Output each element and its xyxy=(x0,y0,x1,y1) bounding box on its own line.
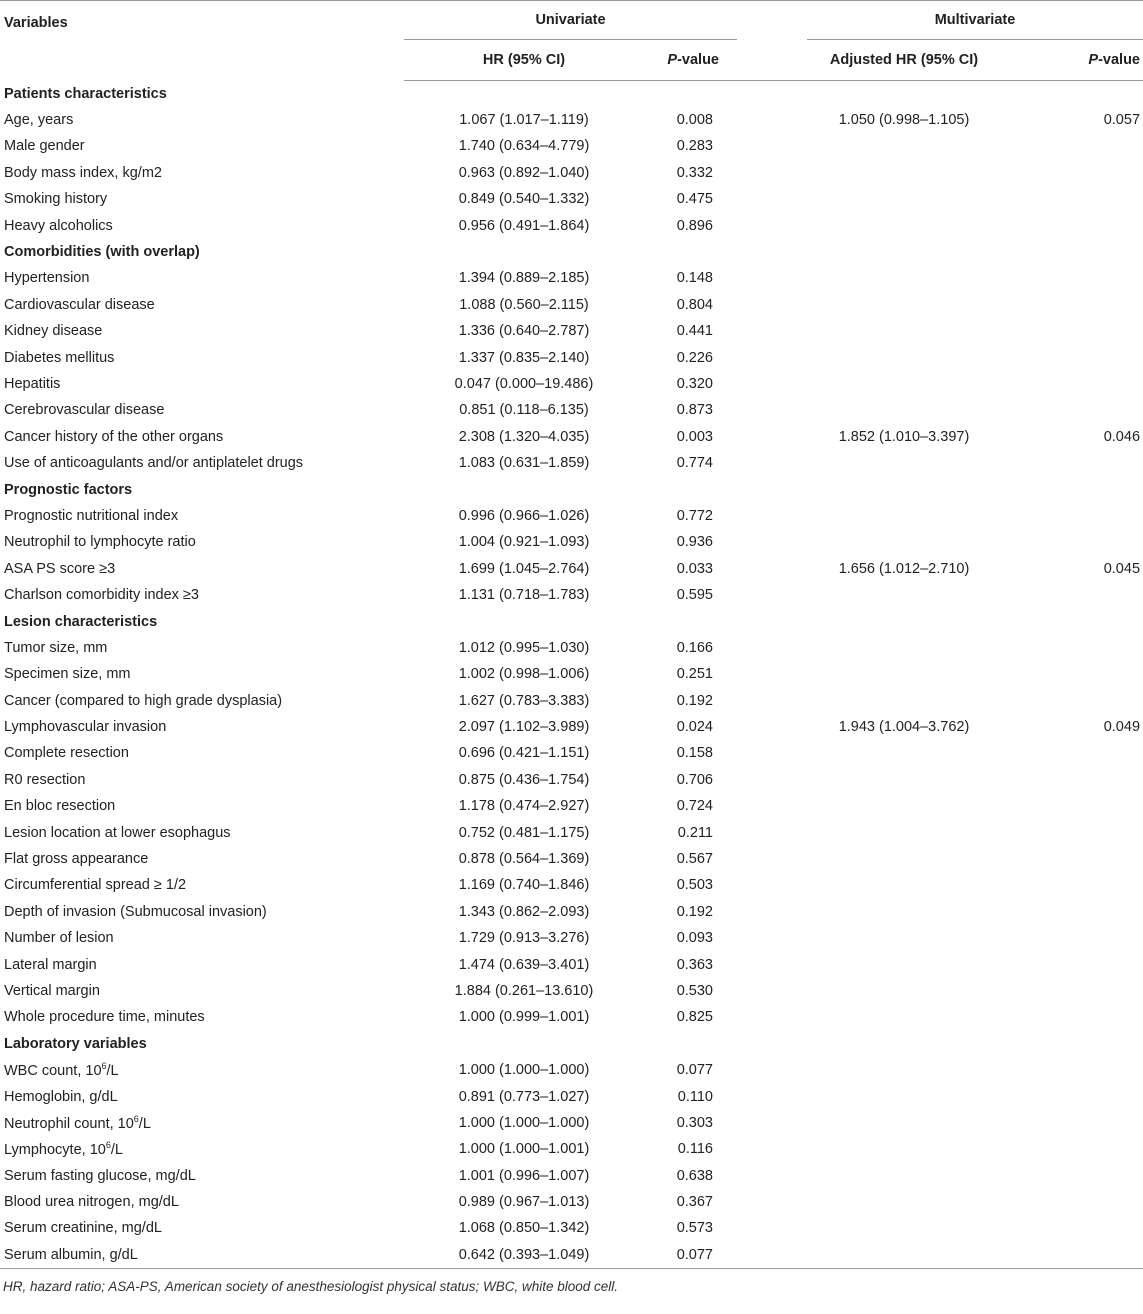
adjusted-hr-cell xyxy=(807,925,1001,951)
variable-label: Specimen size, mm xyxy=(4,666,131,683)
p-value-cell: 0.825 xyxy=(676,1009,713,1026)
adjusted-hr-cell xyxy=(807,265,1001,291)
table-row xyxy=(0,846,1143,872)
adjusted-p-value-cell xyxy=(1044,503,1143,529)
adjusted-p-value-cell xyxy=(1044,371,1143,397)
adjusted-p-value-cell xyxy=(1044,687,1143,713)
hr-cell: 1.131 (0.718–1.783) xyxy=(458,587,590,604)
variable-label: Smoking history xyxy=(4,191,108,208)
adjusted-hr-cell: 1.050 (0.998–1.105) xyxy=(838,112,970,129)
table-row xyxy=(0,714,1143,740)
p-value-cell: 0.774 xyxy=(676,455,713,472)
variable-label: Cancer history of the other organs xyxy=(4,428,224,445)
table-row xyxy=(0,503,1143,529)
header-variables: Variables xyxy=(0,1,404,81)
p-value-cell: 0.077 xyxy=(676,1062,713,1079)
adjusted-p-value-cell xyxy=(1044,661,1143,687)
hr-cell: 2.097 (1.102–3.989) xyxy=(458,719,590,736)
variable-label: Neutrophil to lymphocyte ratio xyxy=(4,534,196,551)
p-value-cell: 0.008 xyxy=(676,112,713,129)
section-heading: Laboratory variables xyxy=(4,1035,147,1052)
hr-cell: 1.088 (0.560–2.115) xyxy=(459,296,589,313)
variable-label: Complete resection xyxy=(4,745,129,762)
adjusted-hr-cell xyxy=(807,371,1001,397)
adjusted-p-value-cell xyxy=(1044,265,1143,291)
table-row xyxy=(0,793,1143,819)
adjusted-hr-cell xyxy=(807,397,1001,423)
variable-label: Serum fasting glucose, mg/dL xyxy=(4,1167,196,1184)
adjusted-p-value-cell xyxy=(1044,899,1143,925)
adjusted-p-value-cell xyxy=(1044,160,1143,186)
variable-label: Hepatitis xyxy=(4,375,61,392)
adjusted-hr-cell xyxy=(807,951,1001,977)
p-value-cell: 0.873 xyxy=(676,402,713,419)
variable-label: Use of anticoagulants and/or antiplatelet drugs xyxy=(4,455,304,472)
adjusted-p-value-cell: 0.049 xyxy=(1103,719,1141,736)
adjusted-p-value-cell xyxy=(1044,1242,1143,1268)
adjusted-hr-cell xyxy=(807,635,1001,661)
hr-cell: 0.996 (0.966–1.026) xyxy=(458,507,590,524)
variable-label: Circumferential spread ≥ 1/2 xyxy=(4,877,187,894)
adjusted-p-value-cell xyxy=(1044,318,1143,344)
table-row xyxy=(0,265,1143,291)
hr-cell: 0.963 (0.892–1.040) xyxy=(458,164,590,181)
variable-label: Hemoglobin, g/dL xyxy=(4,1088,118,1105)
adjusted-hr-cell xyxy=(807,661,1001,687)
hr-cell: 1.002 (0.998–1.006) xyxy=(458,666,590,683)
variable-label: Flat gross appearance xyxy=(4,851,149,868)
p-value-cell: 0.503 xyxy=(676,877,713,894)
variable-label: Age, years xyxy=(4,112,74,129)
variable-label: Prognostic nutritional index xyxy=(4,507,179,524)
header-p-value: P-value xyxy=(644,40,737,81)
p-value-cell: 0.211 xyxy=(677,824,713,841)
hr-cell: 1.474 (0.639–3.401) xyxy=(458,956,590,973)
variable-label: Serum albumin, g/dL xyxy=(0,1242,404,1268)
adjusted-hr-cell xyxy=(807,1083,1001,1109)
adjusted-p-value-cell xyxy=(1044,767,1143,793)
adjusted-p-value-cell xyxy=(1044,292,1143,318)
variable-label: R0 resection xyxy=(4,771,86,788)
adjusted-p-value-cell xyxy=(1044,344,1143,370)
variable-label: Serum creatinine, mg/dL xyxy=(4,1220,162,1237)
p-value-cell: 0.283 xyxy=(676,138,713,155)
p-value-cell: 0.638 xyxy=(676,1167,713,1184)
adjusted-p-value-cell xyxy=(1044,740,1143,766)
p-value-cell: 0.567 xyxy=(676,851,713,868)
adjusted-hr-cell xyxy=(807,1215,1001,1241)
adjusted-p-value-cell xyxy=(1044,819,1143,845)
adjusted-p-value-cell xyxy=(1044,1136,1143,1162)
adjusted-p-value-cell xyxy=(1044,635,1143,661)
header-adjusted-hr: Adjusted HR (95% CI) xyxy=(807,40,1001,81)
table-row xyxy=(0,1004,1143,1030)
hr-cell: 1.343 (0.862–2.093) xyxy=(458,903,590,920)
hr-cell: 2.308 (1.320–4.035) xyxy=(458,428,590,445)
table-row xyxy=(0,767,1143,793)
adjusted-hr-cell xyxy=(807,1110,1001,1136)
table-row xyxy=(0,582,1143,608)
variable-label: ASA PS score ≥3 xyxy=(4,560,116,577)
section-heading: Prognostic factors xyxy=(4,481,133,498)
hr-cell: 1.004 (0.921–1.093) xyxy=(458,534,590,551)
header-multivariate: Multivariate xyxy=(807,1,1143,41)
table-row xyxy=(0,1215,1143,1241)
table-row xyxy=(0,212,1143,238)
variable-label: Diabetes mellitus xyxy=(4,349,115,366)
adjusted-p-value-cell xyxy=(1044,212,1143,238)
section-row xyxy=(0,1031,1143,1057)
adjusted-p-value-cell xyxy=(1044,397,1143,423)
hr-cell: 0.851 (0.118–6.135) xyxy=(459,402,589,419)
p-value-cell: 0.093 xyxy=(676,930,713,947)
adjusted-hr-cell xyxy=(807,1057,1001,1083)
adjusted-hr-cell xyxy=(807,1163,1001,1189)
adjusted-hr-cell xyxy=(807,133,1001,159)
variable-label: Whole procedure time, minutes xyxy=(4,1009,205,1026)
section-row xyxy=(0,81,1143,107)
adjusted-p-value-cell xyxy=(1044,1110,1143,1136)
variable-label: Lesion location at lower esophagus xyxy=(4,824,231,841)
adjusted-p-value-cell xyxy=(1044,1057,1143,1083)
section-heading: Patients characteristics xyxy=(4,85,167,102)
table-row xyxy=(0,687,1143,713)
adjusted-hr-cell xyxy=(807,819,1001,845)
variable-label: Cerebrovascular disease xyxy=(4,402,165,419)
table-row xyxy=(0,1189,1143,1215)
table-row xyxy=(0,450,1143,476)
p-value-cell: 0.303 xyxy=(676,1114,713,1131)
p-value-cell: 0.332 xyxy=(676,164,713,181)
p-value-cell: 0.320 xyxy=(676,375,713,392)
adjusted-p-value-cell: 0.046 xyxy=(1103,428,1141,445)
variable-label: Hypertension xyxy=(4,270,90,287)
adjusted-p-value-cell xyxy=(1044,529,1143,555)
adjusted-hr-cell xyxy=(807,292,1001,318)
hr-cell: 1.884 (0.261–13.610) xyxy=(454,982,594,999)
adjusted-p-value-cell xyxy=(1044,846,1143,872)
variable-label: En bloc resection xyxy=(4,798,116,815)
variable-label: Depth of invasion (Submucosal invasion) xyxy=(4,903,267,920)
adjusted-p-value-cell xyxy=(1044,186,1143,212)
variable-label: Lymphovascular invasion xyxy=(4,719,167,736)
hr-cell: 1.699 (1.045–2.764) xyxy=(458,560,590,577)
header-hr: HR (95% CI) xyxy=(404,40,644,81)
p-value-cell: 0.251 xyxy=(676,666,713,683)
hr-cell: 1.729 (0.913–3.276) xyxy=(458,930,590,947)
adjusted-p-value-cell: 0.057 xyxy=(1103,112,1141,129)
table-row xyxy=(0,424,1143,450)
hr-cell: 1.067 (1.017–1.119) xyxy=(459,112,589,129)
p-value-cell: 0.367 xyxy=(676,1194,713,1211)
adjusted-p-value-cell xyxy=(1044,582,1143,608)
adjusted-p-value-cell xyxy=(1044,450,1143,476)
section-heading: Comorbidities (with overlap) xyxy=(4,244,200,261)
p-value-cell: 0.475 xyxy=(676,191,713,208)
adjusted-p-value-cell xyxy=(1044,978,1143,1004)
hr-cell: 1.394 (0.889–2.185) xyxy=(458,270,590,287)
adjusted-hr-cell xyxy=(807,767,1001,793)
hr-cell: 1.627 (0.783–3.383) xyxy=(458,692,590,709)
variable-label: Number of lesion xyxy=(4,930,114,947)
hr-cell: 0.849 (0.540–1.332) xyxy=(458,191,590,208)
adjusted-p-value-cell xyxy=(1044,1004,1143,1030)
hr-cell: 1.000 (1.000–1.000) xyxy=(458,1062,590,1079)
table-row xyxy=(0,186,1143,212)
table-row xyxy=(0,318,1143,344)
hr-cell: 0.875 (0.436–1.754) xyxy=(458,771,590,788)
table-row xyxy=(0,661,1143,687)
table-row xyxy=(0,951,1143,977)
table-row xyxy=(0,1163,1143,1189)
table-row xyxy=(0,397,1143,423)
hr-cell: 1.068 (0.850–1.342) xyxy=(458,1220,590,1237)
adjusted-hr-cell xyxy=(807,1004,1001,1030)
p-value-cell: 0.158 xyxy=(676,745,713,762)
table-row xyxy=(0,292,1143,318)
p-value-cell: 0.706 xyxy=(676,771,713,788)
adjusted-hr-cell xyxy=(807,450,1001,476)
table-row xyxy=(0,1136,1143,1162)
section-row xyxy=(0,476,1143,502)
variable-label: Charlson comorbidity index ≥3 xyxy=(4,587,199,604)
hr-cell: 1.740 (0.634–4.779) xyxy=(458,138,590,155)
hr-cell: 0.642 (0.393–1.049) xyxy=(404,1242,644,1268)
table-row xyxy=(0,925,1143,951)
table-row xyxy=(0,133,1143,159)
adjusted-hr-cell xyxy=(807,978,1001,1004)
table-row xyxy=(0,1242,1143,1268)
section-heading: Lesion characteristics xyxy=(4,613,158,630)
table-row xyxy=(0,899,1143,925)
hr-cell: 0.752 (0.481–1.175) xyxy=(458,824,590,841)
hr-cell: 0.696 (0.421–1.151) xyxy=(458,745,590,762)
p-value-cell: 0.192 xyxy=(676,903,713,920)
hr-cell: 0.989 (0.967–1.013) xyxy=(458,1194,590,1211)
variable-label: Body mass index, kg/m2 xyxy=(4,164,162,181)
adjusted-hr-cell: 1.852 (1.010–3.397) xyxy=(838,428,970,445)
p-value-cell: 0.804 xyxy=(676,296,713,313)
variable-label: Blood urea nitrogen, mg/dL xyxy=(4,1194,179,1211)
header-univariate: Univariate xyxy=(404,1,737,41)
p-value-cell: 0.192 xyxy=(676,692,713,709)
adjusted-p-value-cell xyxy=(1044,1189,1143,1215)
hr-cell: 0.891 (0.773–1.027) xyxy=(458,1088,590,1105)
variable-label: Male gender xyxy=(4,138,85,155)
p-value-cell: 0.024 xyxy=(676,719,713,736)
p-value-cell: 0.363 xyxy=(676,956,713,973)
adjusted-hr-cell xyxy=(807,872,1001,898)
adjusted-hr-cell xyxy=(807,160,1001,186)
hr-cell: 0.878 (0.564–1.369) xyxy=(458,851,590,868)
variable-label: WBC count, $10^6/L$ xyxy=(4,1061,119,1080)
adjusted-hr-cell xyxy=(807,846,1001,872)
variable-label: Heavy alcoholics xyxy=(4,217,113,234)
p-value-cell: 0.077 xyxy=(644,1242,737,1268)
adjusted-p-value-cell xyxy=(1044,951,1143,977)
p-value-cell: 0.573 xyxy=(676,1220,713,1237)
p-value-cell: 0.595 xyxy=(676,587,713,604)
table-row xyxy=(0,978,1143,1004)
adjusted-hr-cell xyxy=(807,186,1001,212)
adjusted-p-value-cell xyxy=(1044,1215,1143,1241)
table-row xyxy=(0,1083,1143,1109)
variable-label: Vertical margin xyxy=(4,982,100,999)
table-row xyxy=(0,1057,1143,1083)
hr-cell: 1.337 (0.835–2.140) xyxy=(458,349,590,366)
p-value-cell: 0.003 xyxy=(676,428,713,445)
p-value-cell: 0.033 xyxy=(676,560,713,577)
adjusted-hr-cell xyxy=(807,529,1001,555)
table-row xyxy=(0,529,1143,555)
p-value-cell: 0.110 xyxy=(677,1088,713,1105)
variable-label: Tumor size, mm xyxy=(4,639,108,656)
p-value-cell: 0.441 xyxy=(676,323,713,340)
table-row xyxy=(0,740,1143,766)
p-value-cell: 0.226 xyxy=(676,349,713,366)
p-value-cell: 0.772 xyxy=(676,507,713,524)
variable-label: Lateral margin xyxy=(4,956,97,973)
hr-cell: 0.956 (0.491–1.864) xyxy=(458,217,590,234)
hr-cell: 1.083 (0.631–1.859) xyxy=(458,455,590,472)
p-value-cell: 0.724 xyxy=(676,798,713,815)
hr-cell: 1.169 (0.740–1.846) xyxy=(458,877,590,894)
table-row xyxy=(0,819,1143,845)
table-row xyxy=(0,872,1143,898)
adjusted-hr-cell xyxy=(807,793,1001,819)
adjusted-p-value-cell xyxy=(1044,1083,1143,1109)
adjusted-hr-cell xyxy=(807,1136,1001,1162)
table-row xyxy=(0,371,1143,397)
variable-label: Neutrophil count, $10^6/L$ xyxy=(4,1114,151,1132)
table-row xyxy=(0,344,1143,370)
adjusted-hr-cell xyxy=(807,503,1001,529)
adjusted-p-value-cell xyxy=(1044,793,1143,819)
adjusted-hr-cell xyxy=(807,899,1001,925)
adjusted-hr-cell: 1.656 (1.012–2.710) xyxy=(838,560,970,577)
adjusted-p-value-cell xyxy=(1044,872,1143,898)
table-row xyxy=(0,1110,1143,1136)
adjusted-hr-cell xyxy=(807,582,1001,608)
p-value-cell: 0.148 xyxy=(676,270,713,287)
section-row xyxy=(0,239,1143,265)
hr-cell: 1.012 (0.995–1.030) xyxy=(458,639,590,656)
adjusted-hr-cell xyxy=(807,1242,1001,1268)
hr-cell: 1.001 (0.996–1.007) xyxy=(458,1167,590,1184)
hr-cell: 1.000 (1.000–1.001) xyxy=(458,1141,590,1158)
adjusted-hr-cell xyxy=(807,212,1001,238)
p-value-cell: 0.166 xyxy=(676,639,713,656)
variable-label: Lymphocyte, $10^6/L$ xyxy=(4,1140,123,1159)
adjusted-p-value-cell xyxy=(1044,133,1143,159)
variable-label: Cardiovascular disease xyxy=(4,296,155,313)
hr-cell: 1.000 (1.000–1.000) xyxy=(458,1114,590,1131)
table-row xyxy=(0,635,1143,661)
adjusted-p-value-cell: 0.045 xyxy=(1103,560,1141,577)
adjusted-hr-cell xyxy=(807,344,1001,370)
hr-cell: 1.336 (0.640–2.787) xyxy=(458,323,590,340)
hr-cell: 1.178 (0.474–2.927) xyxy=(458,798,590,815)
table-row xyxy=(0,107,1143,133)
p-value-cell: 0.896 xyxy=(676,217,713,234)
header-adjusted-p-value: P-value xyxy=(1044,40,1143,81)
table-footnote: HR, hazard ratio; ASA-PS, American society of anesthesiologist physical status; WBC, white blood cell. xyxy=(3,1278,619,1294)
table-row xyxy=(0,160,1143,186)
hr-cell: 1.000 (0.999–1.001) xyxy=(458,1009,590,1026)
adjusted-hr-cell xyxy=(807,1189,1001,1215)
p-value-cell: 0.936 xyxy=(676,534,713,551)
table-body xyxy=(0,81,1143,1269)
variable-label: Kidney disease xyxy=(4,323,103,340)
adjusted-p-value-cell xyxy=(1044,925,1143,951)
p-value-cell: 0.530 xyxy=(676,982,713,999)
adjusted-p-value-cell xyxy=(1044,1163,1143,1189)
section-row xyxy=(0,608,1143,634)
adjusted-hr-cell xyxy=(807,740,1001,766)
adjusted-hr-cell xyxy=(807,318,1001,344)
variable-label: Cancer (compared to high grade dysplasia) xyxy=(4,692,283,709)
table-row xyxy=(0,556,1143,582)
hr-cell: 0.047 (0.000–19.486) xyxy=(454,375,594,392)
adjusted-hr-cell: 1.943 (1.004–3.762) xyxy=(838,719,970,736)
adjusted-hr-cell xyxy=(807,687,1001,713)
p-value-cell: 0.116 xyxy=(677,1141,713,1158)
